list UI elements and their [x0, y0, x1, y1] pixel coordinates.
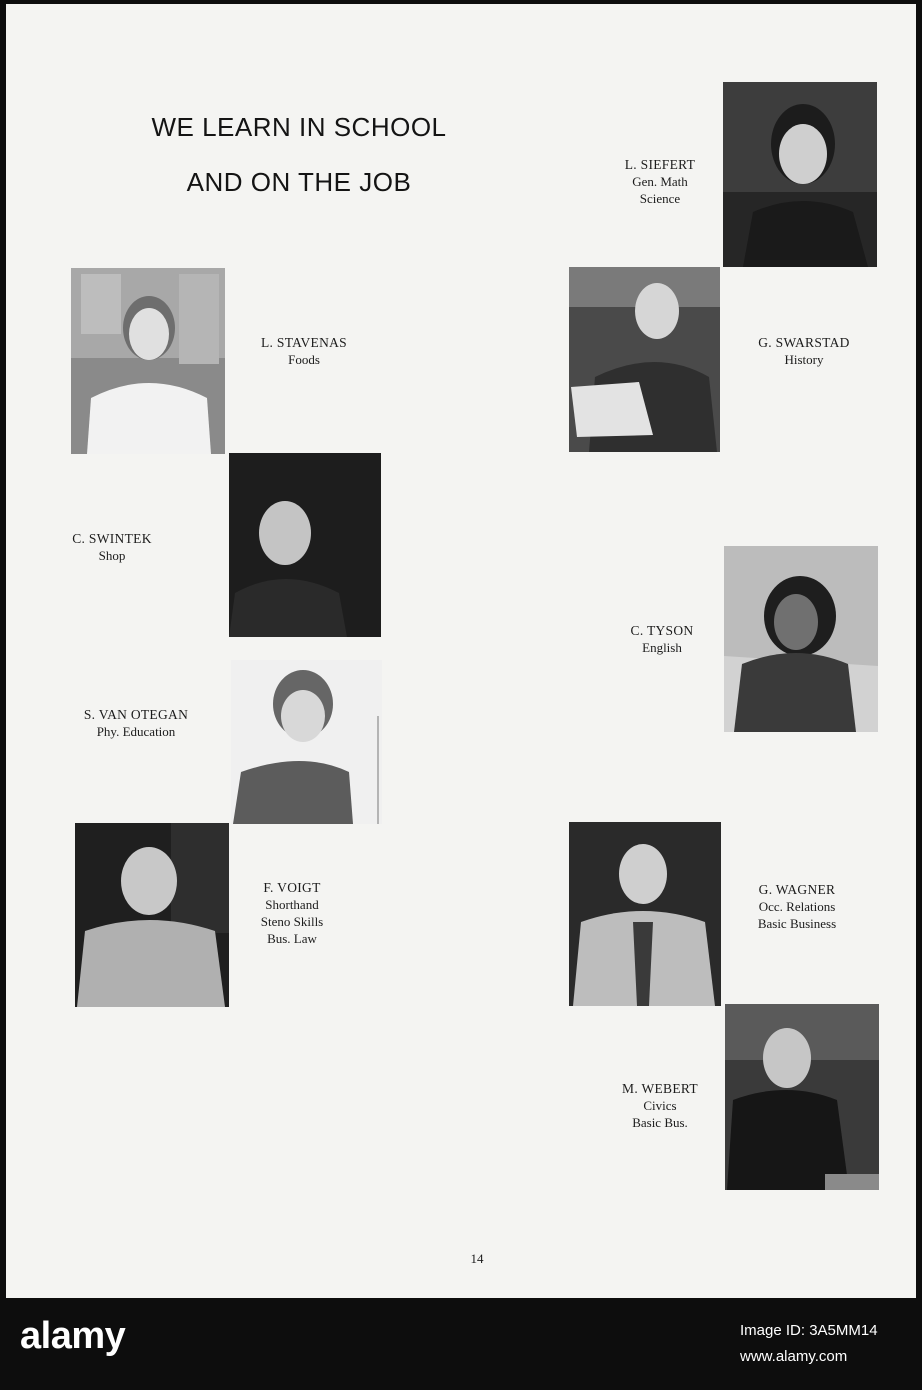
stock-brand-logo: alamy — [20, 1315, 126, 1357]
faculty-subject: History — [784, 352, 824, 367]
faculty-name: C. TYSON — [630, 623, 694, 638]
faculty-photo-stavenas — [71, 268, 225, 454]
faculty-subject: Bus. Law — [267, 931, 317, 946]
faculty-caption-wagner — [734, 881, 860, 932]
faculty-name: G. WAGNER — [758, 882, 836, 897]
faculty-subject: Civics — [643, 1098, 677, 1113]
faculty-photo-swarstad — [569, 267, 720, 452]
faculty-caption-swintek — [60, 530, 164, 564]
faculty-subject: Shop — [98, 548, 126, 563]
faculty-subject: Occ. Relations — [758, 899, 836, 914]
faculty-name: G. SWARSTAD — [758, 335, 850, 350]
faculty-photo-siefert — [723, 82, 877, 267]
faculty-caption-siefert — [590, 156, 730, 207]
faculty-photo-wagner — [569, 822, 721, 1006]
faculty-subject: Foods — [288, 352, 320, 367]
page-title-line-2: AND ON THE JOB — [186, 167, 412, 197]
faculty-subject: Basic Bus. — [632, 1115, 688, 1130]
faculty-caption-stavenas — [232, 334, 376, 368]
faculty-subject: Basic Business — [757, 916, 837, 931]
faculty-photo-swintek — [229, 453, 381, 637]
faculty-caption-webert — [594, 1080, 726, 1131]
faculty-name: M. WEBERT — [622, 1081, 698, 1096]
faculty-subject: English — [642, 640, 682, 655]
faculty-caption-van-otegan — [64, 706, 208, 740]
faculty-subject: Steno Skills — [260, 914, 324, 929]
stock-url: www.alamy.com — [740, 1348, 848, 1365]
faculty-photo-tyson — [724, 546, 878, 732]
page-number: 14 — [470, 1251, 484, 1266]
faculty-subject: Science — [639, 191, 681, 206]
faculty-caption-voigt — [236, 879, 348, 947]
page-title-line-1: WE LEARN IN SCHOOL — [151, 112, 447, 142]
faculty-caption-tyson — [602, 622, 722, 656]
faculty-photo-webert — [725, 1004, 879, 1190]
faculty-name: L. STAVENAS — [261, 335, 347, 350]
stock-footer-bar — [0, 1298, 922, 1390]
faculty-photo-voigt — [75, 823, 229, 1007]
faculty-photo-van-otegan — [231, 660, 382, 824]
faculty-caption-swarstad — [734, 334, 874, 368]
faculty-name: S. VAN OTEGAN — [83, 707, 189, 722]
faculty-subject: Gen. Math — [632, 174, 688, 189]
faculty-subject: Shorthand — [265, 897, 319, 912]
faculty-subject: Phy. Education — [96, 724, 176, 739]
faculty-name: F. VOIGT — [263, 880, 321, 895]
stock-image-id: Image ID: 3A5MM14 — [740, 1322, 878, 1339]
faculty-name: C. SWINTEK — [72, 531, 152, 546]
faculty-name: L. SIEFERT — [624, 157, 696, 172]
